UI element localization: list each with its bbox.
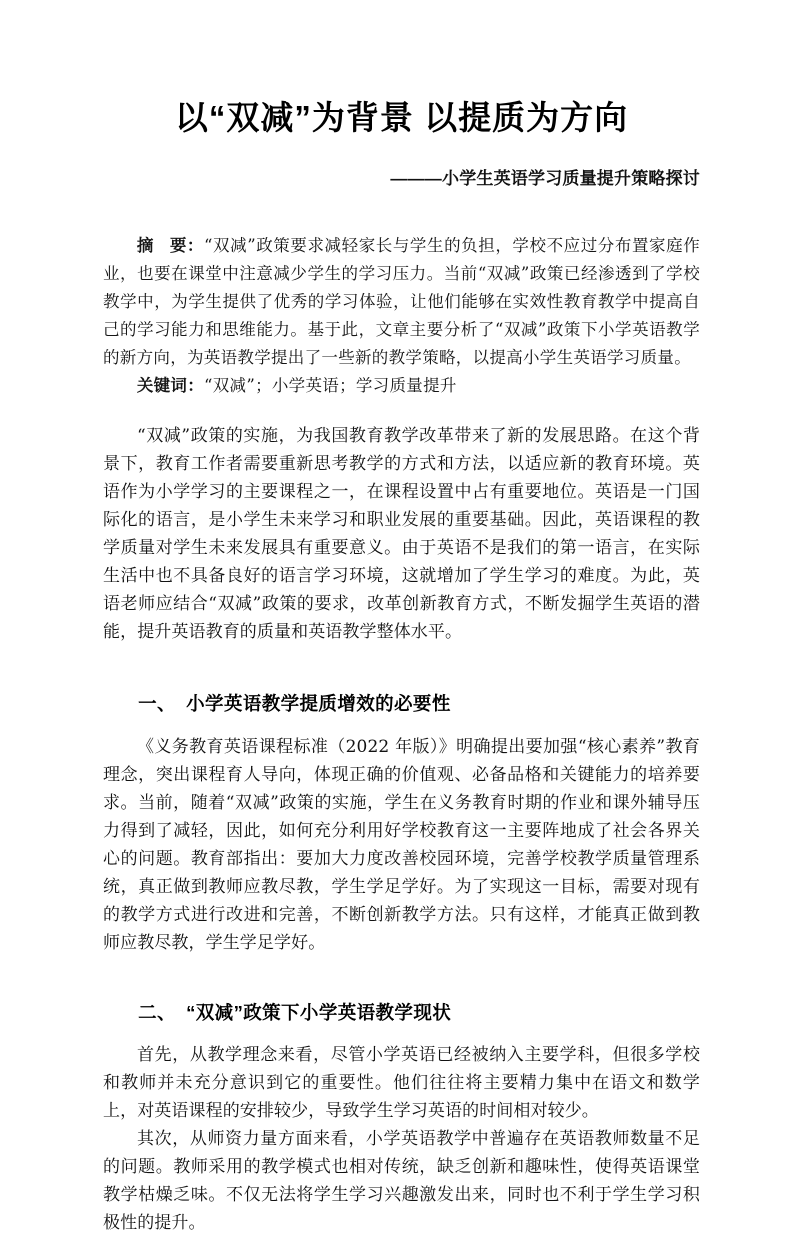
section-1-title: 小学英语教学提质增效的必要性 [186, 693, 451, 714]
keywords-paragraph [103, 372, 700, 400]
abstract-block [103, 190, 700, 400]
document-content-column [103, 0, 700, 1237]
spacer-after-section-2-heading [103, 1026, 700, 1041]
section-2-paragraph-1: 首先，从教学理念来看，尽管小学英语已经被纳入主要学科，但很多学校和教师并未充分意识到它的重要性。他们往往将主要精力集中在语文和数学上，对英语课程的安排较少，导致学生学习英语的时间相对较少。 [103, 1044, 700, 1121]
page-subtitle: ———小学生英语学习质量提升策略探讨 [390, 168, 700, 188]
section-2-paragraph-2: 其次，从师资力量方面来看，小学英语教学中普遍存在英语教师数量不足的问题。教师采用的教学模式也相对传统，缺乏创新和趣味性，使得英语课堂教学枯燥乏味。不仅无法将学生学习兴趣激发出来，同时也不利于学生学习积极性的提升。 [103, 1128, 700, 1233]
section-heading-2 [103, 1001, 700, 1026]
section-1-paragraph-1: 《义务教育英语课程标准（2022 年版）》明确提出要加强“核心素养”教育理念，突出课程育人导向，体现正确的价值观、必备品格和关键能力的培养要求。当前，随着“双减”政策的实施，学生在义务教育时期的作业和课外辅导压力得到了减轻，因此，如何充分利用好学校教育这一主要阵地成了社会各界关心的问题。教育部指出：要加大力度改善校园环境，完善学校教学质量管理系统，真正做到教师应教尽教，学生学足学好。为了实现这一目标，需要对现有的教学方式进行改进和完善，不断创新教学方法。只有这样，才能真正做到教师应教尽教，学生学足学好。 [103, 736, 700, 953]
title-block [103, 0, 700, 190]
page-title: 以“双减”为背景 以提质为方向 [174, 99, 629, 136]
spacer-after-section-1-heading [103, 717, 700, 733]
intro-block [103, 400, 700, 646]
spacer-before-section-1 [103, 646, 700, 692]
abstract-text: “双减”政策要求减轻家长与学生的负担，学校不应过分布置家庭作业，也要在课堂中注意减少学生的学习压力。当前“双减”政策已经渗透到了学校教学中，为学生提供了优秀的学习体验，让他们能够在实效性教育教学中提高自己的学习能力和思维能力。基于此，文章主要分析了“双减”政策下小学英语教学的新方向，为英语教学提出了一些新的教学策略，以提高小学生英语学习质量。 [103, 236, 701, 367]
intro-paragraph: “双减”政策的实施，为我国教育教学改革带来了新的发展思路。在这个背景下，教育工作者需要重新思考教学的方式和方法，以适应新的教育环境。英语作为小学学习的主要课程之一，在课程设置中占有重要地位。英语是一门国际化的语言，是小学生未来学习和职业发展的重要基础。因此，英语课程的教学质量对学生未来发展具有重要意义。由于英语不是我们的第一语言，在实际生活中也不具备良好的语言学习环境，这就增加了学生学习的难度。为此，英语老师应结合“双减”政策的要求，改革创新教育方式，不断发掘学生英语的潜能，提升英语教育的质量和英语教学整体水平。 [103, 426, 700, 642]
section-2-title: “双减”政策下小学英语教学现状 [186, 1001, 452, 1023]
section-heading-1 [103, 692, 700, 717]
abstract-paragraph [103, 232, 700, 372]
section-1-number: 一、 [138, 693, 176, 714]
keywords-label: 关键词： [136, 376, 205, 395]
abstract-label-colon: 要： [169, 236, 205, 255]
keywords-text: “双减”；小学英语；学习质量提升 [204, 376, 457, 395]
section-2-number: 二、 [138, 1001, 176, 1023]
abstract-label: 摘 [136, 236, 154, 255]
spacer-before-section-2 [103, 957, 700, 1001]
